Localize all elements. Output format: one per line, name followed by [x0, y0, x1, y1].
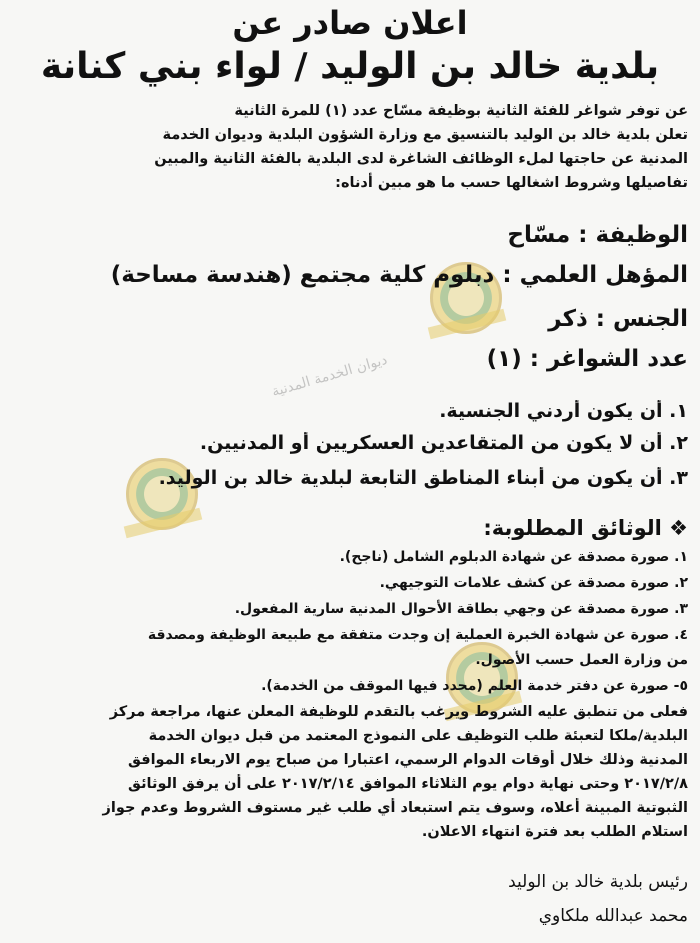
document-item: ١. صورة مصدقة عن شهادة الدبلوم الشامل (ناجح).	[339, 549, 688, 565]
title-line-1: اعلان صادر عن	[232, 4, 468, 42]
document-item: ٤. صورة عن شهادة الخبرة العملية إن وجدت متفقة مع طبيعة الوظيفة ومصدقة	[147, 627, 688, 643]
closing-line: الثبوتية المبينة أعلاه، وسوف يتم استبعاد أي طلب غير مستوف الشروط وعدم جواز	[102, 800, 688, 816]
closing-line: ٢٠١٧/٢/٨ وحتى نهاية دوام يوم الثلاثاء الموافق ٢٠١٧/٢/١٤ على أن يرفق الوثائق	[128, 776, 688, 792]
job-vacancies-text: عدد الشواغر : (١)	[486, 346, 688, 372]
job-qualification-text: المؤهل العلمي : دبلوم كلية مجتمع (هندسة مساحة)	[110, 262, 688, 288]
intro-line: تفاصيلها وشروط اشغالها حسب ما هو مبين أدناه:	[335, 175, 688, 191]
closing-line: استلام الطلب بعد فترة انتهاء الاعلان.	[421, 824, 688, 840]
condition-item: ٣. أن يكون من أبناء المناطق التابعة لبلدية خالد بن الوليد.	[158, 467, 688, 489]
title-line-2	[12, 46, 688, 87]
condition-item: ١. أن يكون أردني الجنسية.	[439, 400, 688, 422]
intro-line: عن توفر شواغر للفئة الثانية بوظيفة مسّاح عدد (١) للمرة الثانية	[234, 103, 688, 119]
closing-line: البلدية/ملكا لتعبئة طلب التوظيف على النموذج المعتمد من قبل ديوان الخدمة	[148, 728, 688, 744]
document-item: ٣. صورة مصدقة عن وجهي بطاقة الأحوال المدنية سارية المفعول.	[234, 601, 688, 617]
document-item: ٥- صورة عن دفتر خدمة العلم (محدد فيها الموقف من الخدمة).	[261, 678, 688, 694]
closing-line: فعلى من تنطبق عليه الشروط ويرغب بالتقدم للوظيفة المعلن عنها، مراجعة مركز	[109, 704, 688, 720]
documents-heading-text: ❖ الوثائق المطلوبة:	[483, 516, 688, 540]
title-line-2-text: بلدية خالد بن الوليد / لواء بني كنانة	[35, 46, 665, 87]
documents-heading	[12, 516, 688, 540]
job-vacancies	[12, 346, 688, 372]
job-gender	[12, 306, 688, 332]
job-position	[12, 222, 688, 248]
intro-line: تعلن بلدية خالد بن الوليد بالتنسيق مع وزارة الشؤون البلدية وديوان الخدمة	[162, 127, 688, 143]
condition-item: ٢. أن لا يكون من المتقاعدين العسكريين أو المدنيين.	[199, 432, 688, 454]
signature-name: محمد عبدالله ملكاوي	[538, 906, 688, 926]
job-position-text: الوظيفة : مسّاح	[507, 222, 688, 248]
signature-title: رئيس بلدية خالد بن الوليد	[508, 872, 688, 892]
watermark-text: ديوان الخدمة المدنية	[270, 351, 390, 401]
intro-line: المدنية عن حاجتها لملء الوظائف الشاغرة لدى البلدية بالفئة الثانية والمبين	[154, 151, 688, 167]
closing-line: المدنية وذلك خلال أوقات الدوام الرسمي، اعتبارا من صباح يوم الاربعاء الموافق	[128, 752, 688, 768]
job-qualification	[12, 262, 688, 288]
job-gender-text: الجنس : ذكر	[548, 306, 688, 332]
document-item: من وزارة العمل حسب الأصول.	[475, 652, 688, 668]
document-item: ٢. صورة مصدقة عن كشف علامات التوجيهي.	[379, 575, 688, 591]
